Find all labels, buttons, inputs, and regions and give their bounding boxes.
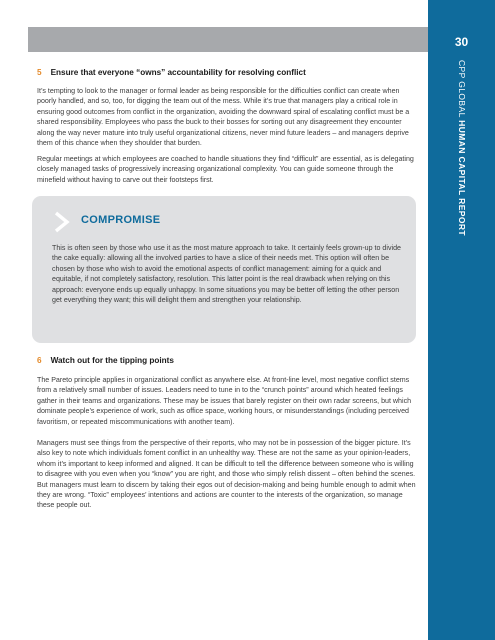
section-title: Ensure that everyone “owns” accountability for resolving conflict (50, 68, 306, 77)
section-title: Watch out for the tipping points (50, 356, 174, 365)
report-title-bold: HUMAN CAPITAL REPORT (457, 120, 467, 236)
report-title-light: CPP GLOBAL (457, 60, 467, 118)
paragraph: The Pareto principle applies in organizational conflict as anywhere else. At front-line level, most negative conflict stems from a relatively small number of issues. Leaders need to tune in to the “crunch points” around which heated feelings gather in their teams and organizations. These may be issues that barely register on their own radar screens, but which dominate people’s experience of work, such as office space, working hours, or misunderstandings (including perceived favoritism, or repeated miscommunications with another team). (37, 376, 412, 426)
paragraph: This is often seen by those who use it as the most mature approach to take. It certainly feels grown-up to divide the cake equally: allowing all the involved parties to have a slice of their needs met. This option will often be chosen by those who wish to avoid the emotional aspects of conflict management: aiming for a quick and equitable, if not completely satisfactory, resolution. This latter point is the real drawback when relying on this approach: everyone ends up equally unhappy. In some situations you may be better off letting the other person get everything they want; this will delight them and strengthen your relationship. (52, 244, 401, 305)
section-6-paragraph-2 (37, 438, 419, 511)
chevron-right-icon (54, 211, 70, 233)
paragraph: It’s tempting to look to the manager or formal leader as being responsible for the difficulties conflict can create when poorly handled, and so, too, for digging the team out of the mess. While it’s true that managers play a critical role in ensuring good outcomes from conflict in the organization, avoiding the downward spiral of escalating conflict must be a shared responsibility. Employees who pass the buck to their bosses for sorting out any disagreement they encounter along the way never mature into truly useful organizational citizens, never mind future leaders – and managers deprive them of this chance when they shoulder that burden. (37, 87, 410, 148)
section-5-paragraph-1 (37, 86, 419, 148)
paragraph: Managers must see things from the perspective of their reports, who may not be in possession of the bigger picture. It’s also key to note which individuals foment conflict in an unhealthy way. These are not the same as your opinion-leaders, whom it’s important to keep informed and aligned. It can be difficult to tell the difference between someone who is willing to disagree with you even when you “know” you are right, and those who simply relish dissent – often behind the scenes. But managers must learn to discern by taking their egos out of decision-making and being humble enough to admit when they are wrong. “Toxic” employees’ intentions and actions are counter to the interests of the organization, so manage these people out. (37, 439, 416, 510)
callout-body (52, 243, 402, 305)
compromise-callout (32, 196, 416, 343)
page-number: 30 (454, 35, 469, 49)
section-6-paragraph-1 (37, 375, 419, 427)
section-number: 5 (37, 68, 42, 77)
callout-title: COMPROMISE (81, 214, 161, 226)
section-5-heading (37, 68, 419, 77)
report-title (457, 60, 467, 236)
paragraph: Regular meetings at which employees are coached to handle situations they find “difficult” are essential, as is delegating closely managed tasks of progressively increasing organizational complexity. You can guide someone through the minefield without having to carve out their footsteps first. (37, 155, 414, 184)
section-6-heading (37, 356, 419, 365)
side-bar (428, 0, 495, 640)
section-number: 6 (37, 356, 42, 365)
header-bar (28, 27, 428, 52)
section-5-paragraph-2 (37, 154, 419, 185)
